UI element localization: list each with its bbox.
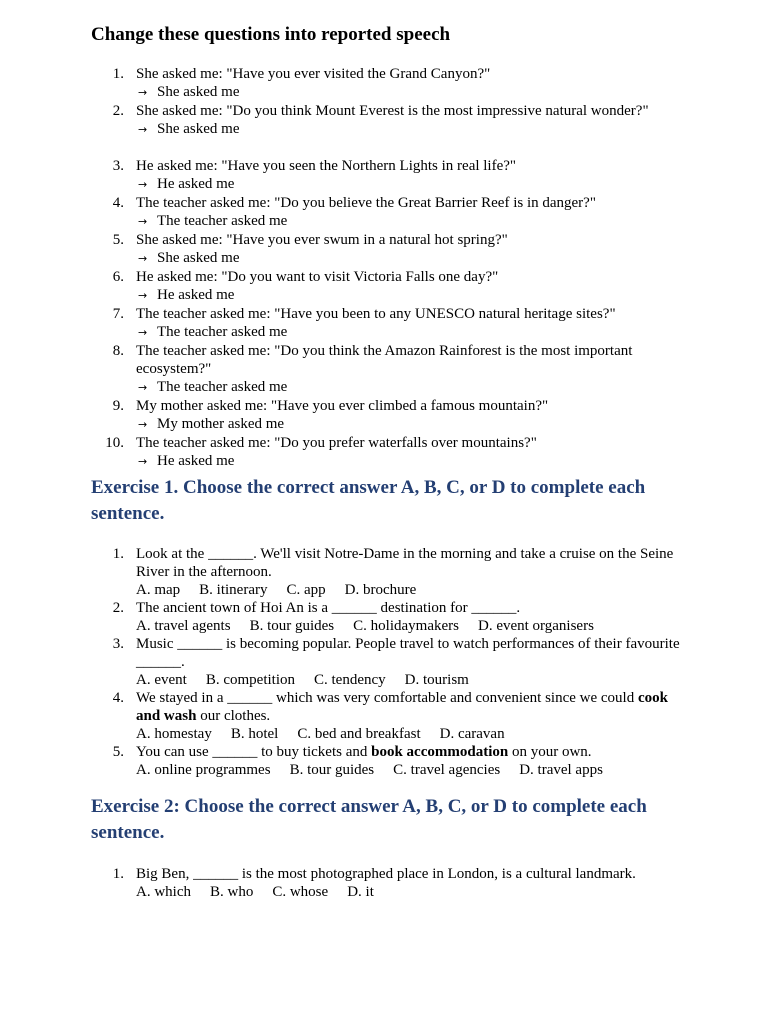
reported-speech-list <box>0 65 768 471</box>
question-text: She asked me: "Do you think Mount Everest is the most impressive natural wonder?" <box>136 103 649 119</box>
list-item <box>0 342 768 397</box>
list-item <box>0 157 768 194</box>
answer-options <box>136 761 682 779</box>
answer-prompt: The teacher asked me <box>157 213 288 229</box>
item-number: 10. <box>105 435 124 451</box>
item-number: 9. <box>112 398 124 414</box>
list-item <box>0 65 768 102</box>
option-c: C. whose <box>272 884 329 900</box>
answer-prompt: He asked me <box>157 176 235 192</box>
option-b: B. who <box>210 884 254 900</box>
item-number: 6. <box>112 269 124 285</box>
option-d: D. travel apps <box>519 762 603 778</box>
answer-prompt: He asked me <box>157 287 235 303</box>
bold-phrase: book accommodation <box>371 744 509 760</box>
item-number: 1. <box>112 66 124 82</box>
arrow-icon: → <box>138 178 148 191</box>
item-number: 4. <box>112 690 124 706</box>
item-number: 1. <box>112 866 124 882</box>
option-c: C. bed and breakfast <box>297 726 421 742</box>
answer-prompt: She asked me <box>157 121 240 137</box>
question-text: He asked me: "Do you want to visit Victoria Falls one day?" <box>136 269 499 285</box>
option-b: B. hotel <box>230 726 279 742</box>
list-item <box>0 689 768 743</box>
option-b: B. competition <box>205 672 295 688</box>
option-b: B. itinerary <box>199 582 268 598</box>
list-item <box>0 865 768 901</box>
list-item <box>0 545 768 599</box>
arrow-icon: → <box>138 123 148 136</box>
question-text: Music ______ is becoming popular. People travel to watch performances of their favourite ______. <box>136 636 680 670</box>
list-item <box>0 599 768 635</box>
list-item <box>0 102 768 139</box>
option-a: A. event <box>136 672 187 688</box>
list-item <box>0 434 768 471</box>
question-text: We stayed in a ______ which was very comfortable and convenient since we could <box>136 690 638 706</box>
question-text: The ancient town of Hoi An is a ______ destination for ______. <box>136 600 521 616</box>
option-c: C. travel agencies <box>393 762 501 778</box>
option-a: A. homestay <box>136 726 212 742</box>
answer-prompt: She asked me <box>157 84 240 100</box>
question-text: The teacher asked me: "Do you believe the Great Barrier Reef is in danger?" <box>136 195 596 211</box>
list-item <box>0 231 768 268</box>
answer-prompt: My mother asked me <box>157 416 285 432</box>
answer-prompt: The teacher asked me <box>157 379 288 395</box>
option-c: C. tendency <box>314 672 386 688</box>
question-text: You can use ______ to buy tickets and <box>136 744 372 760</box>
question-text: She asked me: "Have you ever visited the Grand Canyon?" <box>136 66 491 82</box>
question-text: The teacher asked me: "Do you prefer waterfalls over mountains?" <box>136 435 537 451</box>
answer-options <box>136 581 682 599</box>
arrow-icon: → <box>138 381 148 394</box>
answer-prompt: She asked me <box>157 250 240 266</box>
item-number: 8. <box>112 343 124 359</box>
answer-options <box>136 725 682 743</box>
option-a: A. which <box>136 884 191 900</box>
arrow-icon: → <box>138 86 148 99</box>
option-a: A. map <box>136 582 181 598</box>
option-a: A. travel agents <box>136 618 231 634</box>
question-text: My mother asked me: "Have you ever climbed a famous mountain?" <box>136 398 549 414</box>
item-number: 4. <box>112 195 124 211</box>
exercise2-list <box>0 865 768 901</box>
arrow-icon: → <box>138 215 148 228</box>
option-d: D. tourism <box>404 672 469 688</box>
answer-prompt: He asked me <box>157 453 235 469</box>
option-c: C. holidaymakers <box>353 618 459 634</box>
question-text: Big Ben, ______ is the most photographed place in London, is a cultural landmark. <box>136 866 636 882</box>
question-text: The teacher asked me: "Do you think the Amazon Rainforest is the most important ecosystem?" <box>136 343 633 377</box>
item-number: 5. <box>112 232 124 248</box>
question-text: She asked me: "Have you ever swum in a natural hot spring?" <box>136 232 508 248</box>
page-title: Change these questions into reported speech <box>91 24 451 45</box>
option-d: D. caravan <box>439 726 505 742</box>
item-number: 3. <box>112 158 124 174</box>
list-item <box>0 194 768 231</box>
arrow-icon: → <box>138 289 148 302</box>
question-text-end: our clothes. <box>196 708 271 724</box>
answer-options <box>136 671 682 689</box>
arrow-icon: → <box>138 326 148 339</box>
question-text-end: on your own. <box>508 744 592 760</box>
option-b: B. tour guides <box>249 618 335 634</box>
question-text: He asked me: "Have you seen the Northern Lights in real life?" <box>136 158 517 174</box>
list-item <box>0 397 768 434</box>
item-number: 7. <box>112 306 124 322</box>
exercise1-heading: Exercise 1. Choose the correct answer A, B, C, or D to complete each sentence. <box>91 477 646 524</box>
option-d: D. brochure <box>344 582 417 598</box>
question-text: The teacher asked me: "Have you been to any UNESCO natural heritage sites?" <box>136 306 616 322</box>
exercise1-list <box>0 545 768 779</box>
option-d: D. it <box>347 884 374 900</box>
item-number: 3. <box>112 636 124 652</box>
item-number: 5. <box>112 744 124 760</box>
answer-options <box>136 883 682 901</box>
list-item <box>0 305 768 342</box>
item-number: 1. <box>112 546 124 562</box>
list-item <box>0 635 768 689</box>
answer-options <box>136 617 682 635</box>
item-number: 2. <box>112 103 124 119</box>
option-a: A. online programmes <box>136 762 271 778</box>
item-number: 2. <box>112 600 124 616</box>
bold-phrase: cook and wash <box>136 690 668 724</box>
question-text: Look at the ______. We'll visit Notre-Dame in the morning and take a cruise on the Seine River in the afternoon. <box>136 546 674 580</box>
arrow-icon: → <box>138 418 148 431</box>
answer-prompt: The teacher asked me <box>157 324 288 340</box>
arrow-icon: → <box>138 252 148 265</box>
list-item <box>0 268 768 305</box>
list-item <box>0 743 768 779</box>
arrow-icon: → <box>138 455 148 468</box>
option-b: B. tour guides <box>289 762 375 778</box>
exercise2-heading: Exercise 2: Choose the correct answer A, B, C, or D to complete each sentence. <box>91 796 647 843</box>
option-c: C. app <box>286 582 326 598</box>
option-d: D. event organisers <box>477 618 594 634</box>
